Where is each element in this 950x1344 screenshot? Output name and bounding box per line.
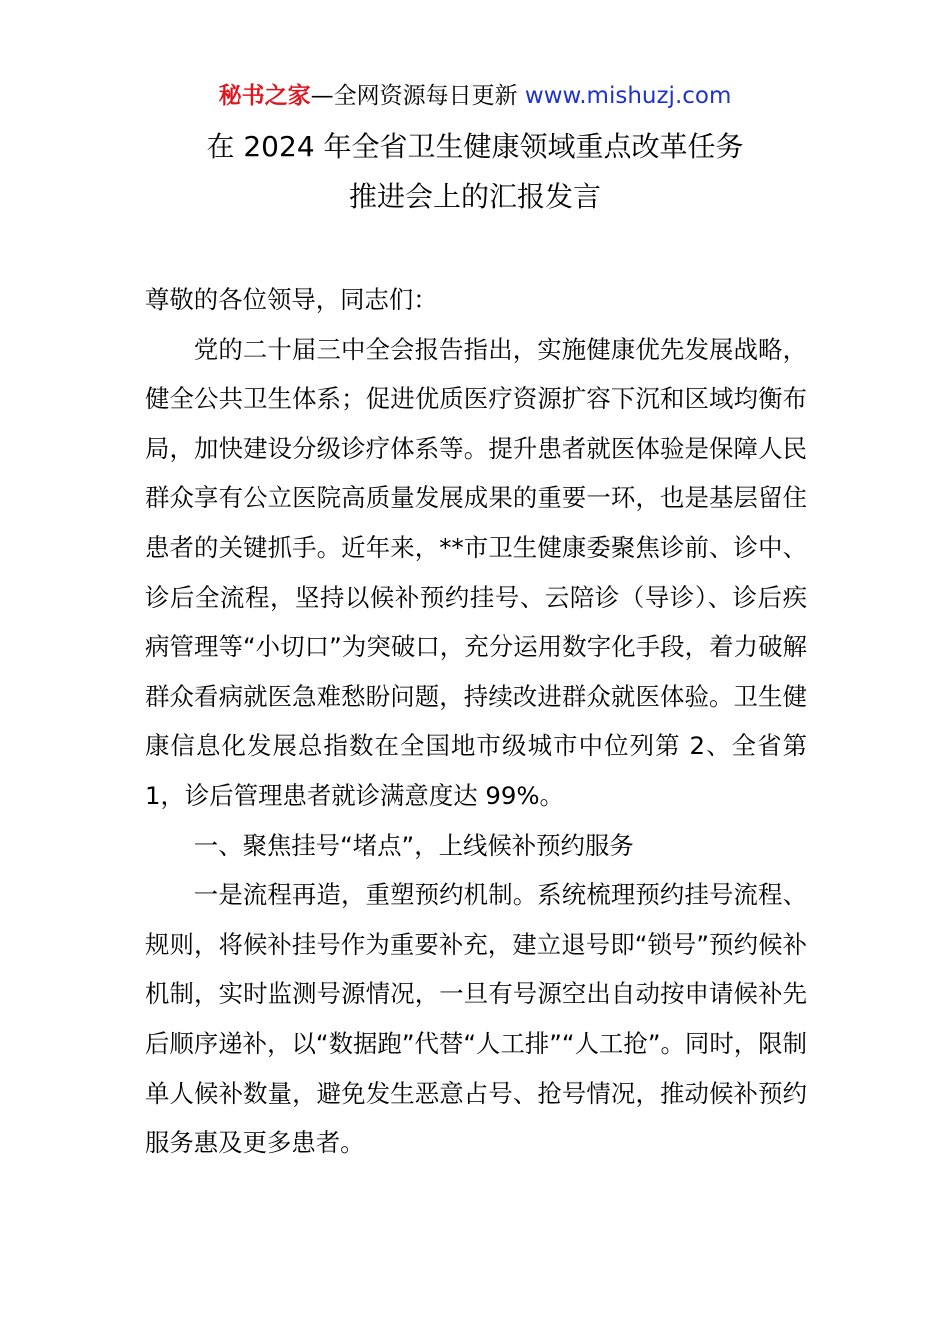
paragraph-section-1: 一是流程再造，重塑预约机制。系统梳理预约挂号流程、规则，将候补挂号作为重要补充，建立退号即“锁号”预约候补机制，实时监测号源情况，一旦有号源空出自动按申请候补先后顺序递补，以“数据跑”代替“人工排”“人工抢”。同时，限制单人候补数量，避免发生恶意占号、抢号情况，推动候补预约服务惠及更多患者。: [145, 880, 807, 1158]
site-banner: [0, 80, 950, 112]
document-title-line-1: 在 2024 年全省卫生健康领域重点改革任务: [206, 130, 744, 163]
banner-tagline: —全网资源每日更新: [310, 83, 525, 109]
paragraph-intro: 党的二十届三中全会报告指出，实施健康优先发展战略，健全公共卫生体系；促进优质医疗资源扩容下沉和区域均衡布局，加快建设分级诊疗体系等。提升患者就医体验是保障人民群众享有公立医院高质量发展成果的重要一环，也是基层留住患者的关键抓手。近年来，**市卫生健康委聚焦诊前、诊中、诊后全流程，坚持以候补预约挂号、云陪诊（导诊）、诊后疾病管理等“小切口”为突破口，充分运用数字化手段，着力破解群众看病就医急难愁盼问题，持续改进群众就医体验。卫生健康信息化发展总指数在全国地市级城市中位列第 2、全省第 1，诊后管理患者就诊满意度达 99%。: [145, 334, 807, 810]
document-title-line-2: 推进会上的汇报发言: [348, 180, 601, 213]
document-body: [145, 275, 807, 1168]
brand-name: 秘书之家: [218, 83, 311, 109]
site-url-link[interactable]: www.mishuzj.com: [524, 83, 732, 109]
section-heading-1: 一、聚焦挂号“堵点”，上线候补预约服务: [193, 830, 634, 860]
salutation: 尊敬的各位领导，同志们：: [145, 285, 438, 314]
